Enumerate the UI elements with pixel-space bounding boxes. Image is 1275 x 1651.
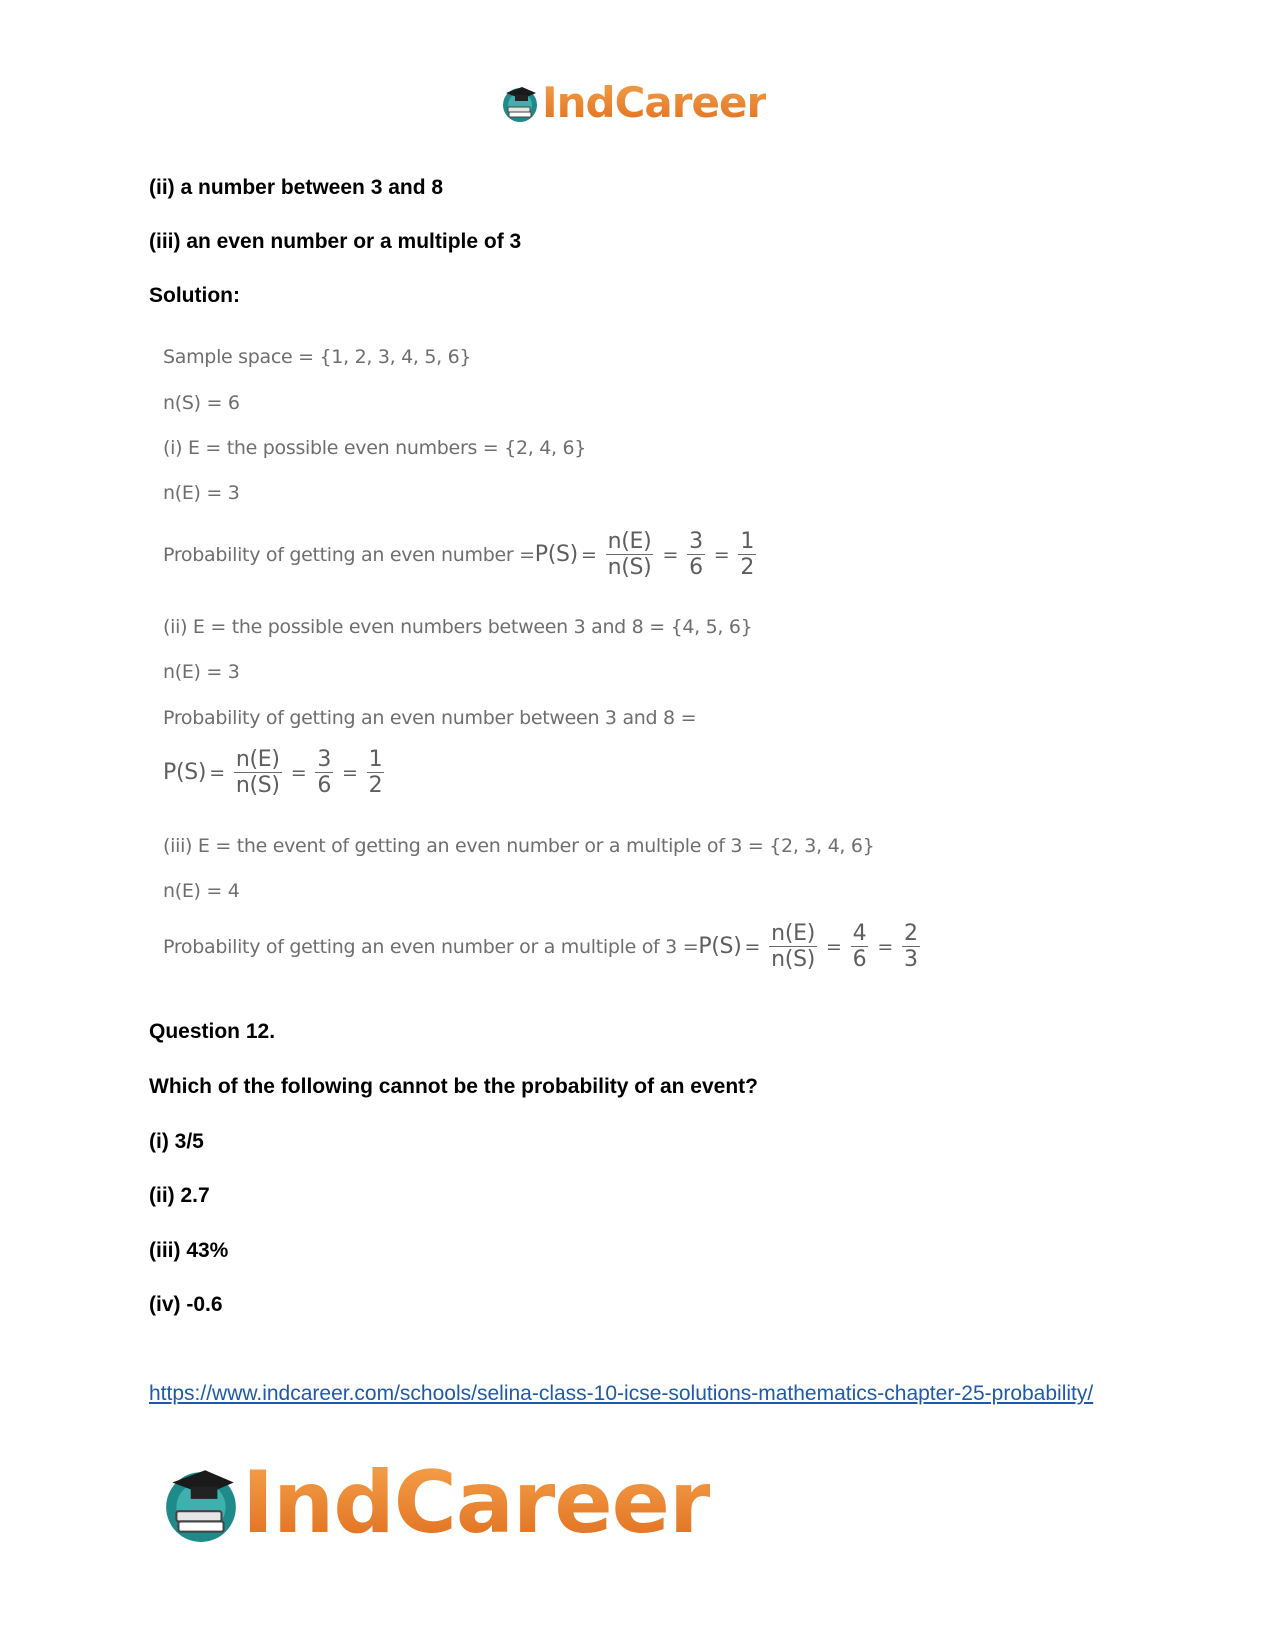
equals-sign: = — [662, 543, 679, 566]
graduation-book-globe-icon — [160, 1462, 242, 1544]
part3-probability — [163, 922, 926, 971]
ns-line: n(S) = 6 — [163, 392, 240, 414]
option-i: (i) 3/5 — [149, 1130, 204, 1153]
logo-text: IndCareer — [242, 1453, 711, 1553]
ps-symbol: P(S) — [698, 934, 742, 960]
equals-sign: = — [209, 761, 225, 784]
fraction-ne-ns: $\frac{n(E)}{n(S)}$ — [607, 529, 652, 581]
equals-sign: = — [580, 543, 597, 566]
equals-sign: = — [877, 935, 893, 958]
question-12-text: Which of the following cannot be the probability of an event? — [149, 1075, 758, 1098]
option-iv: (iv) -0.6 — [149, 1293, 223, 1316]
question-part-ii: (ii) a number between 3 and 8 — [149, 176, 444, 199]
equals-sign: = — [826, 935, 842, 958]
probability-label: Probability of getting an even number = — [163, 543, 535, 566]
solution-label: Solution: — [149, 284, 240, 307]
footer-logo — [160, 1453, 711, 1553]
fraction-ne-ns: $\frac{n(E)}{n(S)}$ — [235, 747, 280, 799]
fraction-result: $\frac{1}{2}$ — [740, 529, 755, 581]
fraction-value: $\frac{3}{6}$ — [317, 747, 332, 799]
part3-event-line: (iii) E = the event of getting an even number or a multiple of 3 = {2, 3, 4, 6} — [163, 835, 875, 857]
equals-sign: = — [290, 761, 307, 784]
option-ii: (ii) 2.7 — [149, 1184, 210, 1207]
part2-event-line: (ii) E = the possible even numbers between 3 and 8 = {4, 5, 6} — [163, 616, 753, 638]
equals-sign: = — [342, 761, 358, 784]
ps-symbol: P(S) — [534, 542, 578, 568]
header-logo — [500, 78, 766, 127]
equals-sign: = — [744, 935, 761, 958]
part2-probability — [163, 748, 390, 797]
question-12-title: Question 12. — [149, 1020, 276, 1043]
part1-event-line: (i) E = the possible even numbers = {2, 4, 6} — [163, 437, 587, 459]
ps-symbol: P(S) — [163, 760, 207, 786]
sample-space-line: Sample space = {1, 2, 3, 4, 5, 6} — [163, 346, 472, 368]
option-iii: (iii) 43% — [149, 1239, 229, 1262]
part1-ne-line: n(E) = 3 — [163, 482, 240, 504]
fraction-result: $\frac{1}{2}$ — [368, 747, 383, 799]
fraction-ne-ns: $\frac{n(E)}{n(S)}$ — [771, 921, 816, 973]
logo-text: IndCareer — [542, 78, 767, 127]
equals-sign: = — [713, 543, 730, 566]
part1-probability — [163, 530, 762, 579]
part2-probability-label: Probability of getting an even number between 3 and 8 = — [163, 707, 697, 729]
probability-label: Probability of getting an even number or a multiple of 3 = — [163, 935, 699, 958]
graduation-book-globe-icon — [500, 83, 540, 123]
source-link[interactable]: https://www.indcareer.com/schools/selina-class-10-icse-solutions-mathematics-chapter-25-probability/ — [149, 1382, 1094, 1405]
question-part-iii: (iii) an even number or a multiple of 3 — [149, 230, 522, 253]
part3-ne-line: n(E) = 4 — [163, 880, 240, 902]
fraction-result: $\frac{2}{3}$ — [903, 921, 918, 973]
fraction-value: $\frac{3}{6}$ — [689, 529, 703, 581]
fraction-value: $\frac{4}{6}$ — [852, 921, 867, 973]
part2-ne-line: n(E) = 3 — [163, 661, 240, 683]
